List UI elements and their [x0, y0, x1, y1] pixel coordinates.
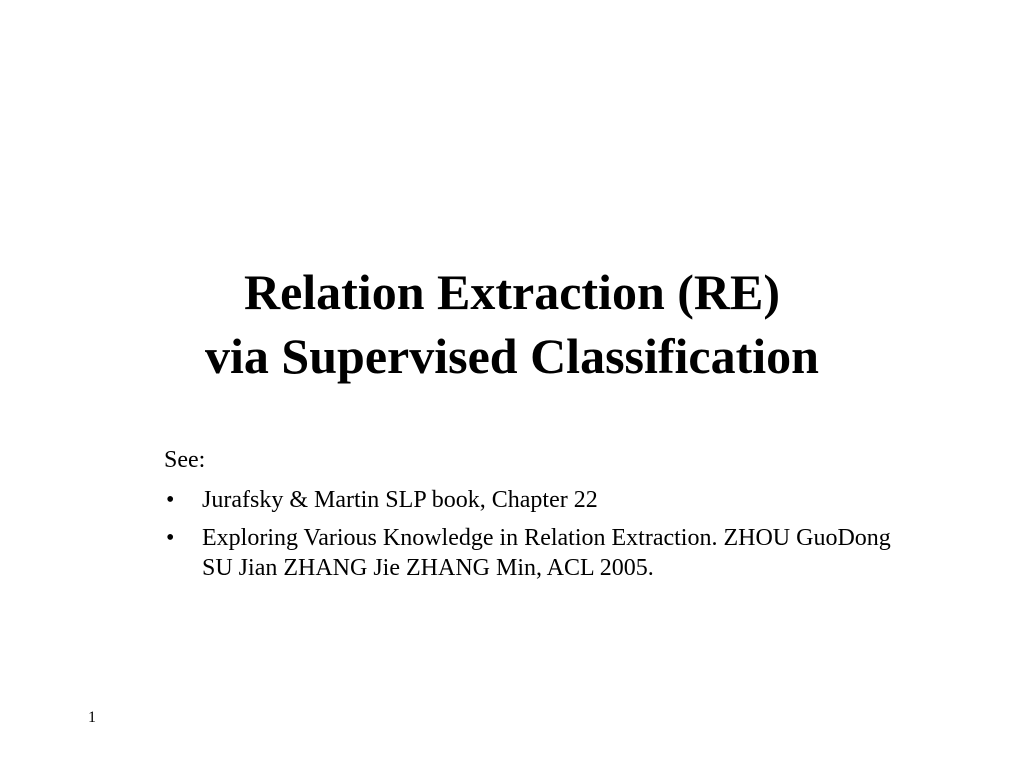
reference-item-paper [164, 523, 924, 583]
slide-title [0, 260, 1024, 388]
reference-text: Exploring Various Knowledge in Relation Extraction. ZHOU GuoDong SU Jian ZHANG Jie ZHANG Min, ACL 2005. [202, 525, 891, 581]
reference-text: Jurafsky & Martin SLP book, Chapter 22 [202, 487, 598, 513]
slide-body [164, 445, 924, 591]
reference-item-textbook [164, 485, 924, 515]
bullet-icon: • [166, 487, 175, 513]
slide-title-line-1: Relation Extraction (RE) [243, 264, 781, 320]
page-number: 1 [88, 709, 96, 726]
reference-list [164, 485, 924, 583]
bullet-icon: • [166, 525, 175, 551]
see-label: See: [164, 447, 206, 473]
slide-title-line-2: via Supervised Classification [205, 328, 819, 384]
